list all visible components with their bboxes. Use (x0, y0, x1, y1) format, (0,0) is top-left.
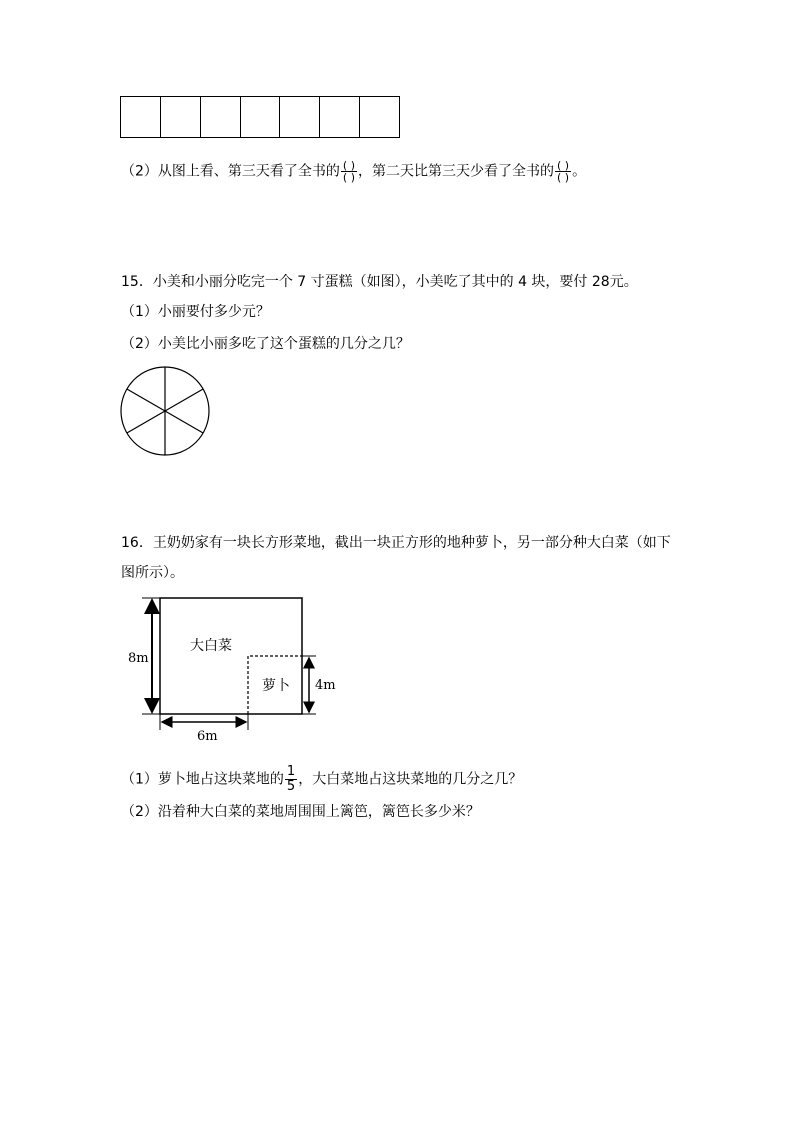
cake-cut-line (165, 389, 203, 411)
answer-fraction-blank-1: $\frac{( )}{( )}$ (342, 159, 356, 184)
q15-stem: 15．小美和小丽分吃完一个 7 寸蛋糕（如图），小美吃了其中的 4 块，要付 28元。 (121, 274, 638, 290)
q15-part1: （1）小丽要付多少元？ (121, 304, 270, 320)
q14-part2-text-a: （2）从图上看、第三天看了全书的 (121, 163, 340, 180)
cake-cut-line (127, 389, 165, 411)
q14-part2-text-c: 。 (572, 163, 587, 180)
fraction-one-fifth: $\frac{1}{5}$ (286, 764, 296, 794)
garden-diagram (120, 590, 360, 750)
strip-cell (320, 97, 360, 137)
strip-cell (161, 97, 201, 137)
strip-cell (121, 97, 161, 137)
strip-cell (201, 97, 241, 137)
q16-stem-line1: 16．王奶奶家有一块长方形菜地，截出一块正方形的地种萝卜，另一部分种大白菜（如下 (121, 535, 671, 551)
q16-part1 (121, 765, 522, 794)
q15-part2: （2）小美比小丽多吃了这个蛋糕的几分之几？ (121, 336, 410, 352)
strip-cell (280, 97, 320, 137)
strip-cell (241, 97, 281, 137)
cake-cuts (127, 367, 203, 455)
q16-part2: （2）沿着种大白菜的菜地周围围上篱笆，篱笆长多少米？ (121, 804, 480, 820)
q14-part2-text-b: ，第二天比第三天少看了全书的 (358, 163, 555, 180)
cake-cut-line (127, 411, 165, 433)
dim-label-square: 4m (315, 678, 336, 693)
q14-part2 (121, 160, 586, 183)
dim-label-width: 6m (197, 729, 218, 744)
answer-fraction-blank-2: $\frac{( )}{( )}$ (557, 159, 570, 184)
dim-label-height: 8m (128, 651, 149, 666)
cake-diagram (119, 365, 211, 457)
q16-stem-line2: 图所示）。 (121, 565, 184, 581)
q16-part1-text-a: （1）萝卜地占这块菜地的 (121, 771, 284, 788)
label-cabbage: 大白菜 (190, 638, 232, 654)
cake-cut-line (165, 411, 203, 433)
label-radish: 萝卜 (262, 678, 290, 694)
q16-part1-text-b: ，大白菜地占这块菜地的几分之几？ (298, 771, 523, 788)
strip-cell (360, 97, 399, 137)
fraction-strip (120, 96, 400, 138)
